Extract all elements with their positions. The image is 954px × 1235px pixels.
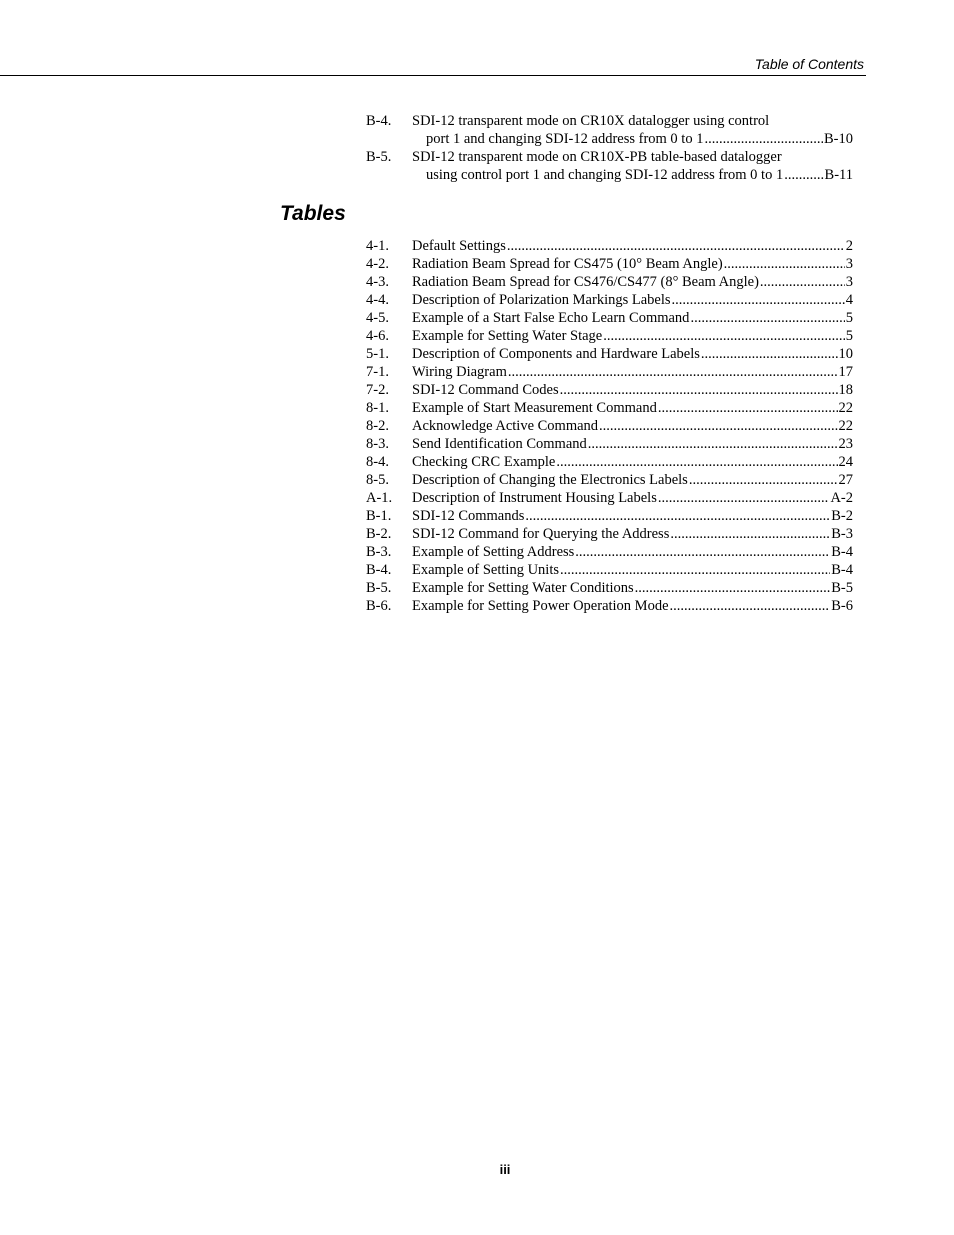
dot-leader [690,309,844,327]
entry-page: 10 [838,346,853,362]
dot-leader [575,543,830,561]
entry-title: Default Settings [412,238,506,254]
dot-leader [635,579,831,597]
toc-entry[interactable] [366,597,853,615]
entry-number: 4-1. [366,238,389,254]
entry-number: 4-6. [366,328,389,344]
entry-page: 2 [845,238,853,254]
entry-page: 17 [838,364,853,380]
entry-number: B-3. [366,544,392,560]
dot-leader [689,471,838,489]
toc-entry[interactable] [366,453,853,471]
toc-entry[interactable] [366,561,853,579]
entry-number: B-4. [366,562,392,578]
entry-number: 8-4. [366,454,389,470]
entry-title: Acknowledge Active Command [412,418,599,434]
entry-page: B-2 [831,508,853,524]
entry-page: 22 [838,418,853,434]
entry-page: 22 [838,400,853,416]
dot-leader [507,237,845,255]
toc-entry[interactable] [366,435,853,453]
entry-title: Example for Setting Water Stage [412,328,603,344]
entry-title: Example of Setting Units [412,562,559,578]
entry-number: 8-1. [366,400,389,416]
entry-page: B-6 [831,598,853,614]
entry-page: 5 [845,328,853,344]
figures-list [366,112,853,184]
entry-page: 3 [845,274,853,290]
dot-leader [724,255,845,273]
dot-leader [525,507,830,525]
entry-title: SDI-12 Command Codes [412,382,559,398]
entry-page: B-5 [831,580,853,596]
toc-entry[interactable] [366,112,853,148]
entry-title: Example of Setting Address [412,544,575,560]
header-rule [0,75,866,76]
entry-title: SDI-12 transparent mode on CR10X-PB table-based datalogger [412,149,782,165]
entry-number: 4-3. [366,274,389,290]
entry-page: 18 [838,382,853,398]
toc-entry[interactable] [366,489,853,507]
toc-entry[interactable] [366,345,853,363]
toc-entry[interactable] [366,363,853,381]
toc-entry[interactable] [366,309,853,327]
toc-entry[interactable] [366,507,853,525]
entry-number: B-5. [366,580,392,596]
dot-leader [701,345,838,363]
entry-number: B-1. [366,508,392,524]
page-number: iii [499,1162,511,1177]
dot-leader [672,291,845,309]
entry-number: 7-2. [366,382,389,398]
entry-title-continued: port 1 and changing SDI-12 address from 0 to 1 [426,131,704,147]
entry-title: Example for Setting Water Conditions [412,580,634,596]
entry-title: Example of a Start False Echo Learn Command [412,310,690,326]
dot-leader [760,273,845,291]
dot-leader [508,363,838,381]
toc-entry[interactable] [366,417,853,435]
entry-title: Radiation Beam Spread for CS476/CS477 (8° Beam Angle) [412,274,759,290]
entry-number: B-2. [366,526,392,542]
dot-leader [588,435,838,453]
toc-entry[interactable] [366,399,853,417]
toc-entry[interactable] [366,148,853,184]
page-header-title: Table of Contents [754,56,864,72]
entry-page: B-3 [831,526,853,542]
toc-entry[interactable] [366,579,853,597]
entry-page: B-4 [831,544,853,560]
dot-leader [670,525,830,543]
dot-leader [556,453,837,471]
entry-page: A-2 [830,490,853,506]
toc-entry[interactable] [366,291,853,309]
entry-number: B-6. [366,598,392,614]
entry-page: 24 [838,454,853,470]
dot-leader [560,381,838,399]
toc-entry-line1 [366,112,853,130]
toc-entry[interactable] [366,237,853,255]
toc-entry[interactable] [366,525,853,543]
entry-page: 5 [845,310,853,326]
toc-entry-line2 [366,166,853,184]
toc-entry[interactable] [366,471,853,489]
entry-title: SDI-12 Commands [412,508,525,524]
toc-entry[interactable] [366,327,853,345]
entry-number: B-4. [366,113,392,129]
entry-page: B-11 [824,167,853,183]
entry-page: B-10 [824,131,853,147]
entry-number: B-5. [366,149,392,165]
toc-entry[interactable] [366,255,853,273]
dot-leader [704,130,823,148]
section-heading-tables: Tables [280,202,346,225]
entry-title: Send Identification Command [412,436,587,452]
dot-leader [560,561,830,579]
dot-leader [658,489,830,507]
entry-page: B-4 [831,562,853,578]
toc-entry[interactable] [366,273,853,291]
entry-title: Checking CRC Example [412,454,556,470]
entry-page: 4 [845,292,853,308]
entry-page: 27 [838,472,853,488]
entry-title: Radiation Beam Spread for CS475 (10° Beam Angle) [412,256,723,272]
entry-title: Description of Components and Hardware Labels [412,346,700,362]
entry-title: Description of Changing the Electronics Labels [412,472,688,488]
entry-page: 3 [845,256,853,272]
entry-title: SDI-12 transparent mode on CR10X datalogger using control [412,113,770,129]
entry-title-continued: using control port 1 and changing SDI-12 address from 0 to 1 [426,167,784,183]
entry-title: Description of Instrument Housing Labels [412,490,657,506]
entry-number: 8-3. [366,436,389,452]
entry-title: SDI-12 Command for Querying the Address [412,526,670,542]
entry-title: Example of Start Measurement Command [412,400,657,416]
entry-number: 8-5. [366,472,389,488]
entry-title: Example for Setting Power Operation Mode [412,598,669,614]
toc-entry-line2 [366,130,853,148]
entry-number: 7-1. [366,364,389,380]
entry-title: Wiring Diagram [412,364,507,380]
toc-entry[interactable] [366,381,853,399]
entry-number: 4-5. [366,310,389,326]
dot-leader [603,327,845,345]
dot-leader [599,417,837,435]
dot-leader [784,166,823,184]
entry-page: 23 [838,436,853,452]
entry-number: 5-1. [366,346,389,362]
entry-number: A-1. [366,490,393,506]
dot-leader [670,597,831,615]
entry-number: 4-2. [366,256,389,272]
dot-leader [658,399,838,417]
entry-number: 4-4. [366,292,389,308]
tables-list [366,237,853,615]
entry-number: 8-2. [366,418,389,434]
toc-entry-line1 [366,148,853,166]
toc-entry[interactable] [366,543,853,561]
entry-title: Description of Polarization Markings Labels [412,292,671,308]
